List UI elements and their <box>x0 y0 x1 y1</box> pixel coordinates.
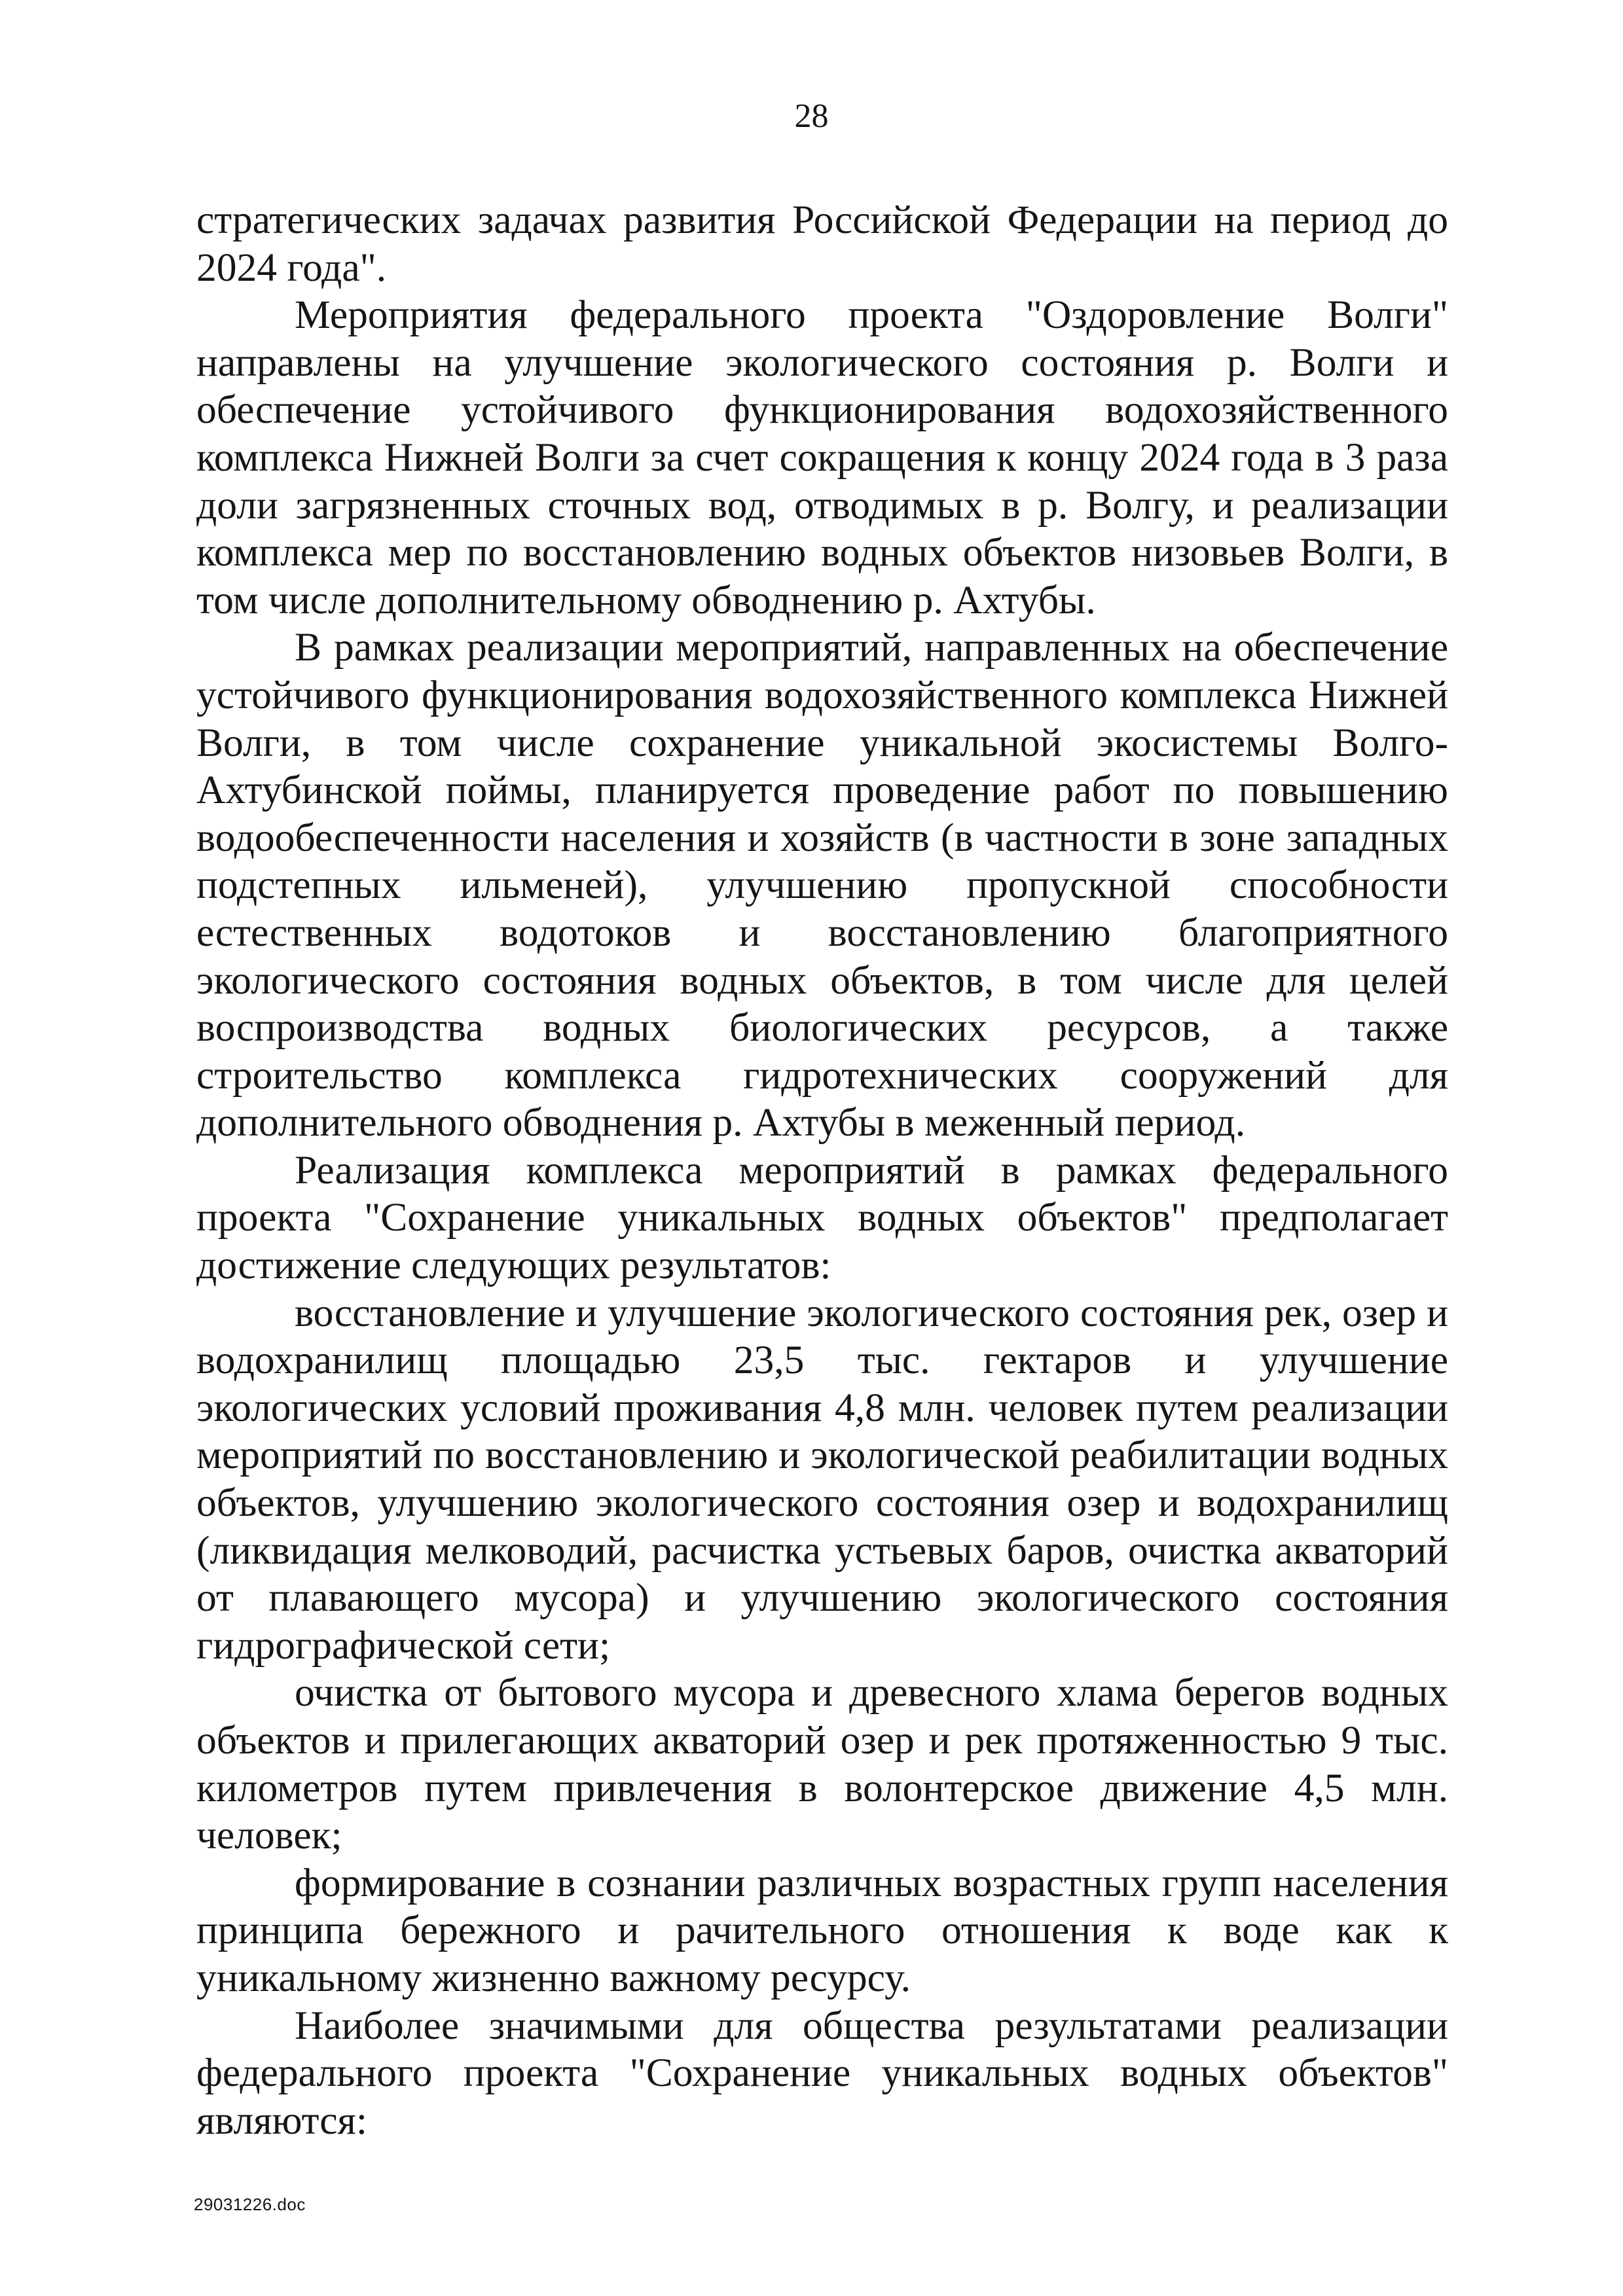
list-item-restoration: восстановление и улучшение экологического состояния рек, озер и водохранилищ площадью 23,5 тыс. гектаров и улучшение экологических условий проживания 4,8 млн. человек путем реализации мероприятий по восстановлению и экологической реабилитации водных объектов, улучшению экологического состояния озер и водохранилищ (ликвидация мелководий, расчистка устьевых баров, очистка акваторий от плавающего мусора) и улучшению экологического состояния гидрографической сети; <box>196 1290 1448 1668</box>
paragraph-volga-recovery: Мероприятия федерального проекта "Оздоровление Волги" направлены на улучшение экологического состояния р. Волги и обеспечение устойчивого функционирования водохозяйственного комплекса Нижней Волги за счет сокращения к концу 2024 года в 3 раза доли загрязненных сточных вод, отводимых в р. Волгу, и реализации комплекса мер по восстановлению водных объектов низовьев Волги, в том числе дополнительному обводнению р. Ахтубы. <box>196 293 1448 622</box>
list-item-cleanup: очистка от бытового мусора и древесного хлама берегов водных объектов и прилегающих акваторий озер и рек протяженностью 9 тыс. километров путем привлечения в волонтерское движение 4,5 млн. человек; <box>196 1670 1448 1858</box>
paragraph-continuation: стратегических задачах развития Российской Федерации на период до 2024 года". <box>196 198 1448 290</box>
page-number: 28 <box>794 98 829 135</box>
paragraph-significant-results: Наиболее значимыми для общества результатами реализации федерального проекта "Сохранение уникальных водных объектов" являются: <box>196 2003 1448 2143</box>
document-body <box>196 196 1448 2144</box>
paragraph-unique-water-bodies-intro: Реализация комплекса мероприятий в рамках федерального проекта "Сохранение уникальных водных объектов" предполагает достижение следующих результатов: <box>196 1147 1448 1288</box>
list-item-awareness: формирование в сознании различных возрастных групп населения принципа бережного и рачительного отношения к воде как к уникальному жизненно важному ресурсу. <box>196 1860 1448 2000</box>
paragraph-lower-volga-measures: В рамках реализации мероприятий, направленных на обеспечение устойчивого функционирования водохозяйственного комплекса Нижней Волги, в том числе сохранение уникальной экосистемы Волго-Ахтубинской поймы, планируется проведение работ по повышению водообеспеченности населения и хозяйств (в частности в зоне западных подстепных ильменей), улучшению пропускной способности естественных водотоков и восстановлению благоприятного экологического состояния водных объектов, в том числе для целей воспроизводства водных биологических ресурсов, а также строительство комплекса гидротехнических сооружений для дополнительного обводнения р. Ахтубы в меженный период. <box>196 625 1448 1145</box>
footer-filename: 29031226.doc <box>194 2195 306 2214</box>
